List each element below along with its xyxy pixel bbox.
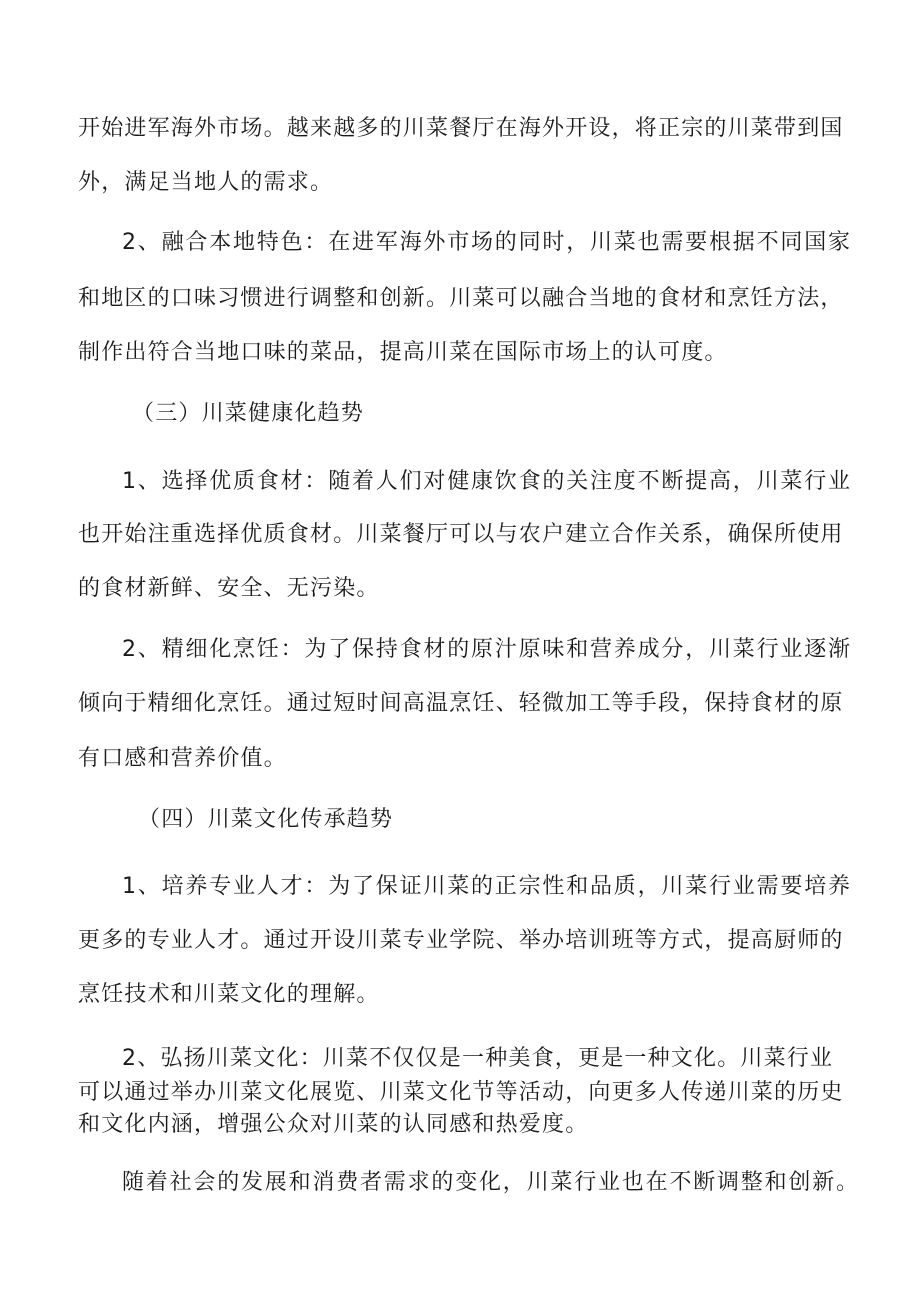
paragraph-line: 和地区的口味习惯进行调整和创新。川菜可以融合当地的食材和烹饪方法， — [78, 286, 844, 311]
paragraph-line: 随着社会的发展和消费者需求的变化，川菜行业也在不断调整和创新。 — [122, 1170, 860, 1195]
paragraph-line: 和文化内涵，增强公众对川菜的认同感和热爱度。 — [78, 1112, 589, 1137]
section-heading: （四）川菜文化传承趋势 — [138, 807, 394, 832]
paragraph-line: 更多的专业人才。通过开设川菜专业学院、举办培训班等方式，提高厨师的 — [78, 928, 844, 953]
paragraph-line: 2、融合本地特色：在进军海外市场的同时，川菜也需要根据不同国家 — [122, 230, 852, 255]
paragraph-line: 2、弘扬川菜文化：川菜不仅仅是一种美食，更是一种文化。川菜行业 — [122, 1046, 834, 1071]
paragraph-line: 也开始注重选择优质食材。川菜餐厅可以与农户建立合作关系，确保所使用 — [78, 522, 844, 547]
paragraph-line: 有口感和营养价值。 — [78, 746, 287, 771]
paragraph-line: 可以通过举办川菜文化展览、川菜文化节等活动，向更多人传递川菜的历史 — [78, 1080, 844, 1105]
paragraph-line: 倾向于精细化烹饪。通过短时间高温烹饪、轻微加工等手段，保持食材的原 — [78, 691, 844, 716]
section-heading: （三）川菜健康化趋势 — [132, 401, 365, 426]
paragraph-line: 的食材新鲜、安全、无污染。 — [78, 576, 380, 601]
paragraph-line: 制作出符合当地口味的菜品，提高川菜在国际市场上的认可度。 — [78, 340, 728, 365]
paragraph-line: 1、培养专业人才：为了保证川菜的正宗性和品质，川菜行业需要培养 — [122, 874, 852, 899]
paragraph-line: 开始进军海外市场。越来越多的川菜餐厅在海外开设，将正宗的川菜带到国 — [78, 116, 844, 141]
paragraph-line: 1、选择优质食材：随着人们对健康饮食的关注度不断提高，川菜行业 — [122, 469, 852, 494]
paragraph-line: 烹饪技术和川菜文化的理解。 — [78, 982, 380, 1007]
paragraph-line: 外，满足当地人的需求。 — [78, 170, 334, 195]
paragraph-line: 2、精细化烹饪：为了保持食材的原汁原味和营养成分，川菜行业逐渐 — [122, 637, 852, 662]
